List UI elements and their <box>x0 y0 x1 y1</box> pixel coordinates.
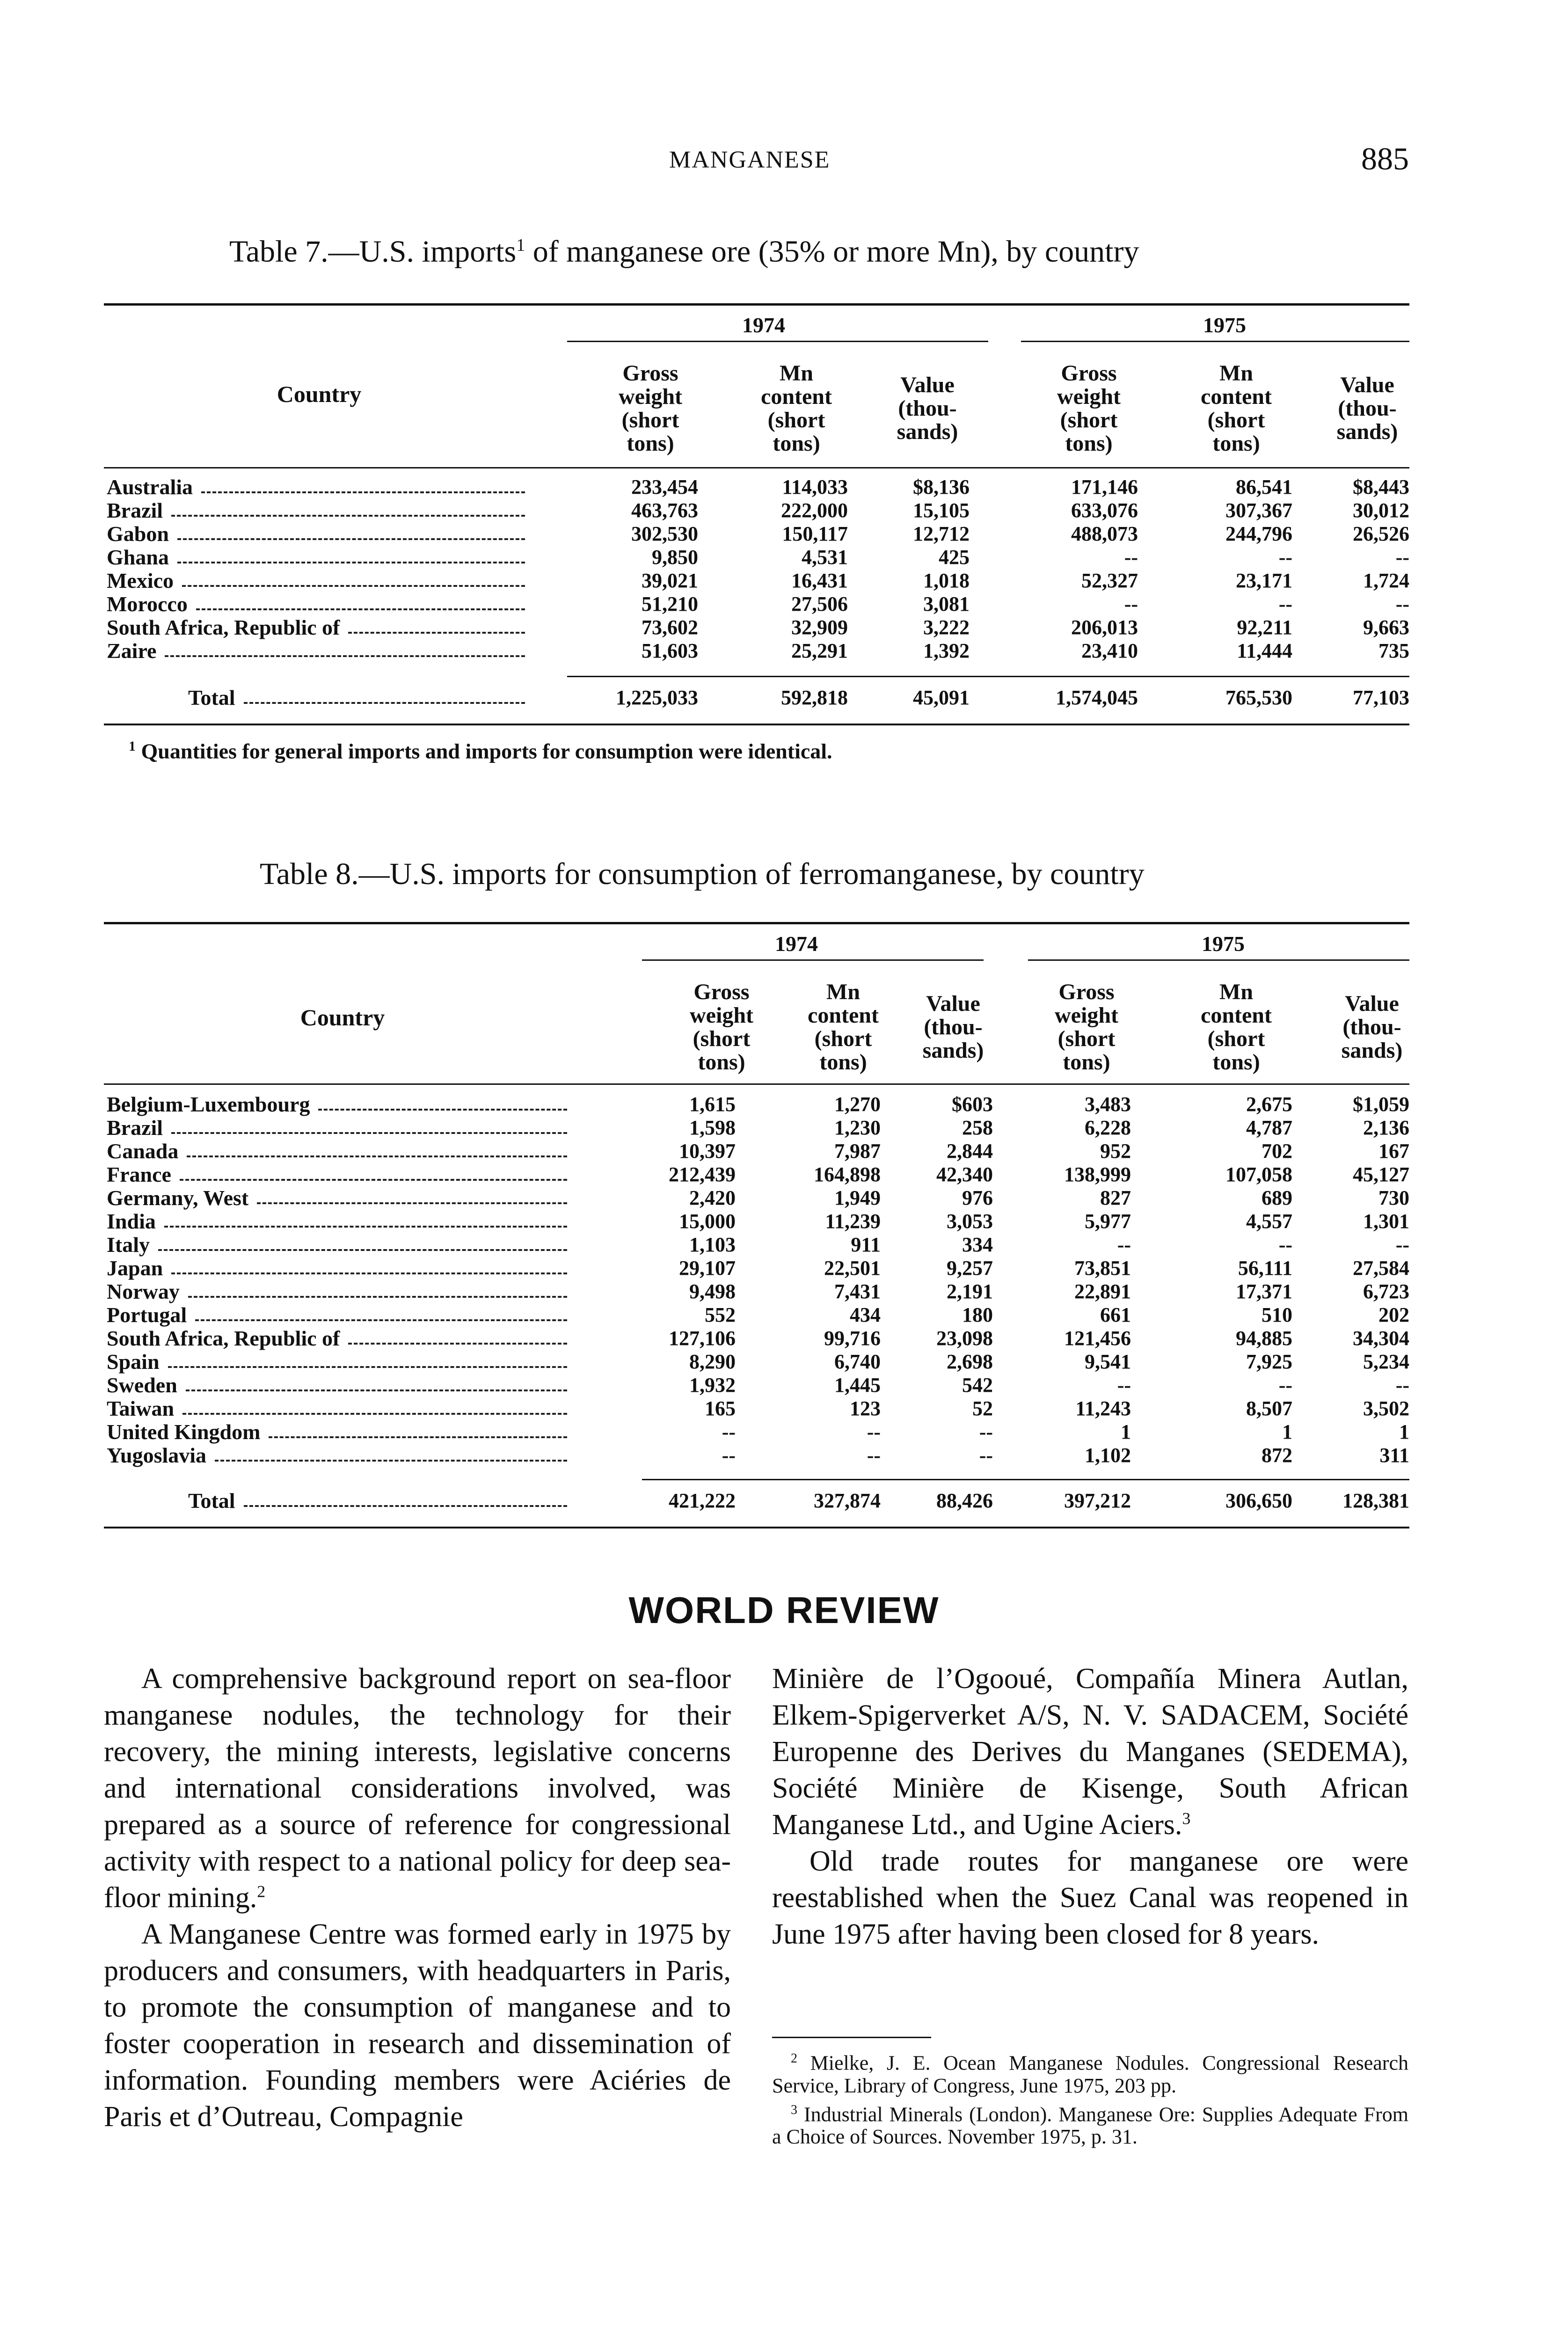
year-rule <box>1021 341 1409 342</box>
value-cell: 25,291 <box>791 639 848 662</box>
value-cell: $603 <box>952 1093 993 1116</box>
dot-leader <box>171 1132 567 1134</box>
table-row <box>104 475 1409 499</box>
table7-footnote-text: Quantities for general imports and imports for consumption were identical. <box>136 739 832 763</box>
country-cell: Canada <box>107 1139 179 1163</box>
dot-leader <box>348 1343 567 1345</box>
top-rule <box>104 922 1409 924</box>
country-cell: Taiwan <box>107 1397 175 1420</box>
value-cell: 9,541 <box>1085 1350 1131 1373</box>
table-row <box>104 1444 1409 1467</box>
value-cell: 9,257 <box>947 1257 993 1280</box>
value-cell: 212,439 <box>669 1163 736 1186</box>
value-cell: 3,081 <box>923 592 970 615</box>
left-paragraph-1-text: A comprehensive background report on sea-floor manganese nodules, the technology for their recovery, the mining interests, legislative concerns and international considerations involved, was prepared as a source of reference for congressional activity with respect to a national policy for deep sea-floor mining. <box>104 1663 731 1914</box>
value-cell: 233,454 <box>631 475 698 498</box>
value-cell: 127,106 <box>669 1327 736 1350</box>
dot-leader <box>257 1202 567 1204</box>
column-header: Value (thou- sands) <box>922 991 984 1063</box>
value-cell: 17,371 <box>1236 1280 1292 1303</box>
value-cell: 1,301 <box>1363 1210 1409 1233</box>
value-cell: 552 <box>705 1303 736 1326</box>
footnote-ref-3: 3 <box>1182 1809 1191 1828</box>
value-cell: 911 <box>851 1233 881 1256</box>
footnote-ref-2: 2 <box>257 1882 266 1901</box>
value-cell: 1 <box>1121 1420 1131 1443</box>
value-cell: 1,225,033 <box>616 686 698 709</box>
value-cell: 1 <box>1282 1420 1292 1443</box>
value-cell: 1,574,045 <box>1056 686 1138 709</box>
left-paragraph-1 <box>104 1660 731 1916</box>
dot-leader <box>186 1389 567 1391</box>
country-cell: India <box>107 1209 156 1233</box>
section-heading: WORLD REVIEW <box>628 1589 940 1631</box>
dot-leader <box>215 1460 567 1462</box>
dot-leader <box>164 1226 567 1228</box>
value-cell: 397,212 <box>1064 1489 1131 1512</box>
value-cell: 73,602 <box>642 616 698 639</box>
value-cell: -- <box>1395 1374 1409 1397</box>
country-cell: Ghana <box>107 545 169 569</box>
dot-leader <box>244 1505 567 1507</box>
value-cell: 3,502 <box>1363 1397 1409 1420</box>
value-cell: 27,506 <box>791 592 848 615</box>
dot-leader <box>158 1249 567 1251</box>
dot-leader <box>171 1272 567 1274</box>
value-cell: 7,925 <box>1246 1350 1292 1373</box>
value-cell: -- <box>1117 1233 1131 1256</box>
country-cell: Morocco <box>107 592 188 616</box>
country-cell: Gabon <box>107 522 169 546</box>
value-cell: 1,270 <box>834 1093 881 1116</box>
country-cell: France <box>107 1163 171 1186</box>
value-cell: 11,243 <box>1075 1397 1131 1420</box>
value-cell: 1,598 <box>689 1116 736 1139</box>
value-cell: 1,932 <box>689 1374 736 1397</box>
value-cell: 1,949 <box>834 1186 881 1209</box>
year-label: 1975 <box>1203 313 1246 337</box>
value-cell: 302,530 <box>631 522 698 545</box>
value-cell: 827 <box>1100 1186 1131 1209</box>
dot-leader <box>201 491 525 493</box>
bottom-rule <box>104 724 1409 725</box>
country-cell: Norway <box>107 1280 180 1303</box>
value-cell: $8,443 <box>1353 475 1409 498</box>
table-row <box>104 569 1409 592</box>
value-cell: 661 <box>1100 1303 1131 1326</box>
dot-leader <box>187 1155 567 1157</box>
dot-leader <box>348 632 525 634</box>
country-cell: Yugoslavia <box>107 1443 207 1467</box>
table7-title-footnote-ref: 1 <box>516 235 525 255</box>
value-cell: $8,136 <box>913 475 970 498</box>
column-header: Gross weight (short tons) <box>1057 361 1121 456</box>
table7-footnote-marker: 1 <box>129 739 136 754</box>
value-cell: 463,763 <box>631 499 698 522</box>
value-cell: 2,844 <box>947 1140 993 1163</box>
value-cell: 114,033 <box>782 475 848 498</box>
value-cell: 592,818 <box>781 686 848 709</box>
value-cell: 15,105 <box>913 499 970 522</box>
value-cell: 23,410 <box>1081 639 1138 662</box>
column-header: Gross weight (short tons) <box>690 980 753 1075</box>
value-cell: 306,650 <box>1225 1489 1292 1512</box>
value-cell: -- <box>979 1444 993 1467</box>
table8 <box>104 922 1409 1540</box>
year-label: 1974 <box>742 313 785 337</box>
column-header: Value (thou- sands) <box>897 373 958 444</box>
value-cell: 872 <box>1262 1444 1292 1467</box>
value-cell: 11,239 <box>825 1210 881 1233</box>
value-cell: 167 <box>1378 1140 1409 1163</box>
footnotes <box>772 2048 1408 2150</box>
value-cell: 9,663 <box>1363 616 1409 639</box>
table-row <box>104 522 1409 546</box>
value-cell: 434 <box>850 1303 881 1326</box>
value-cell: 22,501 <box>824 1257 881 1280</box>
table-row <box>104 639 1409 663</box>
dot-leader <box>196 608 525 610</box>
table-row <box>104 1420 1409 1444</box>
right-column <box>772 1660 1408 1952</box>
value-cell: -- <box>1395 592 1409 615</box>
country-cell: Italy <box>107 1233 150 1257</box>
column-header: Mn content (short tons) <box>761 361 832 456</box>
value-cell: -- <box>867 1420 881 1443</box>
value-cell: 1,445 <box>834 1374 881 1397</box>
value-cell: -- <box>1278 546 1292 569</box>
column-header: Gross weight (short tons) <box>619 361 682 456</box>
value-cell: 23,098 <box>936 1327 993 1350</box>
table-row <box>104 1186 1409 1210</box>
value-cell: 4,787 <box>1246 1116 1292 1139</box>
value-cell: 99,716 <box>824 1327 881 1350</box>
dot-leader <box>195 1319 567 1321</box>
value-cell: 6,723 <box>1363 1280 1409 1303</box>
value-cell: 73,851 <box>1074 1257 1131 1280</box>
table-row <box>104 616 1409 639</box>
table-row <box>104 546 1409 569</box>
table-row <box>104 1257 1409 1280</box>
table-row <box>104 592 1409 616</box>
value-cell: 311 <box>1379 1444 1409 1467</box>
table-row <box>104 1140 1409 1163</box>
value-cell: 2,698 <box>947 1350 993 1373</box>
table-row <box>104 1116 1409 1140</box>
value-cell: 23,171 <box>1236 569 1292 592</box>
year-rule <box>1028 959 1409 961</box>
value-cell: -- <box>1395 546 1409 569</box>
value-cell: 22,891 <box>1074 1280 1131 1303</box>
country-cell: South Africa, Republic of <box>107 1326 340 1350</box>
value-cell: -- <box>1278 592 1292 615</box>
value-cell: 488,073 <box>1071 522 1138 545</box>
page-number: 885 <box>1361 141 1409 176</box>
table-row <box>104 1093 1409 1116</box>
value-cell: 8,290 <box>689 1350 736 1373</box>
value-cell: 26,526 <box>1353 522 1409 545</box>
value-cell: 164,898 <box>814 1163 881 1186</box>
value-cell: 6,228 <box>1085 1116 1131 1139</box>
running-head: MANGANESE <box>669 146 831 173</box>
column-header: Value (thou- sands) <box>1336 373 1398 444</box>
value-cell: -- <box>979 1420 993 1443</box>
value-cell: -- <box>722 1420 736 1443</box>
value-cell: 1,615 <box>689 1093 736 1116</box>
value-cell: 3,053 <box>947 1210 993 1233</box>
value-cell: 307,367 <box>1225 499 1292 522</box>
value-cell: 34,304 <box>1353 1327 1409 1350</box>
table7 <box>104 303 1409 739</box>
country-cell: South Africa, Republic of <box>107 615 340 639</box>
value-cell: 1,018 <box>923 569 970 592</box>
table-row <box>104 1210 1409 1233</box>
header-rule <box>104 467 1409 468</box>
value-cell: -- <box>1395 1233 1409 1256</box>
value-cell: 702 <box>1262 1140 1292 1163</box>
value-cell: 735 <box>1378 639 1409 662</box>
value-cell: 42,340 <box>936 1163 993 1186</box>
dot-leader <box>177 538 525 540</box>
value-cell: 2,420 <box>689 1186 736 1209</box>
top-rule <box>104 303 1409 306</box>
country-cell: Spain <box>107 1350 160 1374</box>
value-cell: 45,127 <box>1353 1163 1409 1186</box>
value-cell: 510 <box>1262 1303 1292 1326</box>
table-row <box>104 1374 1409 1397</box>
value-cell: 3,222 <box>923 616 970 639</box>
left-paragraph-2: A Manganese Centre was formed early in 1975 by producers and consumers, with headquarters in Paris, to promote the consumption of manganese and to foster cooperation in research and dissemination of information. Founding members were Aciéries de Paris et d’Outreau, Compagnie <box>104 1918 731 2133</box>
value-cell: 244,796 <box>1225 522 1292 545</box>
dot-leader <box>188 1296 567 1298</box>
right-paragraph-2: Old trade routes for manganese ore were reestablished when the Suez Canal was reopened in June 1975 after having been closed for 8 years. <box>772 1845 1408 1950</box>
column-header: Gross weight (short tons) <box>1055 980 1118 1075</box>
value-cell: 5,234 <box>1363 1350 1409 1373</box>
value-cell: 128,381 <box>1342 1489 1409 1512</box>
value-cell: 150,117 <box>782 522 848 545</box>
column-header: Mn content (short tons) <box>1201 361 1272 456</box>
value-cell: 52 <box>972 1397 993 1420</box>
table8-title: Table 8.—U.S. imports for consumption of ferromanganese, by country <box>260 857 1145 891</box>
value-cell: 633,076 <box>1071 499 1138 522</box>
value-cell: 3,483 <box>1085 1093 1131 1116</box>
value-cell: 1,102 <box>1085 1444 1131 1467</box>
value-cell: 7,987 <box>834 1140 881 1163</box>
dot-leader <box>182 1413 567 1415</box>
value-cell: 2,191 <box>947 1280 993 1303</box>
total-row <box>104 686 1409 709</box>
table7-footnote <box>129 739 832 763</box>
value-cell: 10,397 <box>679 1140 736 1163</box>
value-cell: 45,091 <box>913 686 970 709</box>
header-rule <box>104 1083 1409 1085</box>
right-paragraph-1-text: Minière de l’Ogooué, Compañía Minera Autlan, Elkem-Spigerverket A/S, N. V. SADACEM, Société Europenne des Derives du Manganes (SEDEMA), Société Minière de Kisenge, South African Manganese Ltd., and Ugine Aciers. <box>772 1663 1408 1841</box>
column-header: Mn content (short tons) <box>808 980 879 1075</box>
country-cell: Total <box>188 1489 235 1513</box>
total-row <box>104 1489 1409 1513</box>
year-label: 1974 <box>775 932 818 956</box>
table-row <box>104 499 1409 522</box>
table-row <box>104 1163 1409 1186</box>
year-rule <box>567 341 988 342</box>
value-cell: 1,103 <box>689 1233 736 1256</box>
value-cell: 12,712 <box>913 522 970 545</box>
bottom-rule <box>104 1527 1409 1528</box>
footnote-2 <box>772 2048 1408 2097</box>
value-cell: 4,557 <box>1246 1210 1292 1233</box>
footnote-divider <box>772 2037 931 2038</box>
value-cell: -- <box>722 1444 736 1467</box>
value-cell: 206,013 <box>1071 616 1138 639</box>
year-rule <box>642 959 984 961</box>
value-cell: 765,530 <box>1225 686 1292 709</box>
value-cell: 8,507 <box>1246 1397 1292 1420</box>
value-cell: $1,059 <box>1353 1093 1409 1116</box>
value-cell: 56,111 <box>1238 1257 1292 1280</box>
value-cell: 4,531 <box>802 546 848 569</box>
dot-leader <box>168 1366 567 1368</box>
value-cell: -- <box>1278 1233 1292 1256</box>
value-cell: -- <box>1124 546 1138 569</box>
value-cell: 258 <box>962 1116 993 1139</box>
table-row <box>104 1280 1409 1303</box>
country-cell: Mexico <box>107 569 174 592</box>
value-cell: 202 <box>1378 1303 1409 1326</box>
value-cell: 51,603 <box>642 639 698 662</box>
dot-leader <box>180 1179 567 1181</box>
country-cell: Brazil <box>107 498 163 522</box>
country-cell: Brazil <box>107 1116 163 1140</box>
table7-title-rest: of manganese ore (35% or more Mn), by country <box>525 234 1139 269</box>
value-cell: 32,909 <box>791 616 848 639</box>
table7-title <box>229 234 1139 270</box>
dot-leader <box>165 655 525 657</box>
value-cell: 1 <box>1399 1420 1409 1443</box>
value-cell: 1,724 <box>1363 569 1409 592</box>
value-cell: 542 <box>962 1374 993 1397</box>
table-row <box>104 1397 1409 1420</box>
country-header: Country <box>277 381 362 407</box>
value-cell: 6,740 <box>834 1350 881 1373</box>
value-cell: 976 <box>962 1186 993 1209</box>
value-cell: 94,885 <box>1236 1327 1292 1350</box>
dot-leader <box>269 1436 567 1438</box>
column-header: Value (thou- sands) <box>1341 991 1403 1063</box>
value-cell: 27,584 <box>1353 1257 1409 1280</box>
year-label: 1975 <box>1202 932 1245 956</box>
dot-leader <box>318 1109 567 1111</box>
country-cell: United Kingdom <box>107 1420 261 1444</box>
value-cell: 425 <box>939 546 970 569</box>
table-row <box>104 1233 1409 1257</box>
value-cell: 52,327 <box>1081 569 1138 592</box>
value-cell: 16,431 <box>791 569 848 592</box>
right-paragraph-1 <box>772 1660 1408 1843</box>
country-cell: Portugal <box>107 1303 187 1327</box>
country-header: Country <box>300 1004 385 1031</box>
value-cell: -- <box>1117 1374 1131 1397</box>
value-cell: 180 <box>962 1303 993 1326</box>
table-row <box>104 1303 1409 1327</box>
value-cell: 421,222 <box>669 1489 736 1512</box>
country-cell: Zaire <box>107 639 157 663</box>
footnote-3-text: Industrial Minerals (London). Manganese Ore: Supplies Adequate From a Choice of Sources. November 1975, p. 31. <box>772 2103 1409 2149</box>
value-cell: 86,541 <box>1236 475 1292 498</box>
value-cell: 51,210 <box>642 592 698 615</box>
value-cell: 9,850 <box>652 546 698 569</box>
value-cell: 2,136 <box>1363 1116 1409 1139</box>
dot-leader <box>171 515 525 517</box>
country-cell: Australia <box>107 475 193 499</box>
table-row <box>104 1350 1409 1374</box>
value-cell: 2,675 <box>1246 1093 1292 1116</box>
country-cell: Total <box>188 686 235 709</box>
value-cell: 30,012 <box>1353 499 1409 522</box>
value-cell: 29,107 <box>679 1257 736 1280</box>
value-cell: -- <box>1278 1374 1292 1397</box>
value-cell: 1,230 <box>834 1116 881 1139</box>
value-cell: -- <box>1124 592 1138 615</box>
value-cell: 222,000 <box>781 499 848 522</box>
value-cell: 39,021 <box>642 569 698 592</box>
value-cell: 88,426 <box>936 1489 993 1512</box>
value-cell: 171,146 <box>1071 475 1138 498</box>
value-cell: 7,431 <box>834 1280 881 1303</box>
value-cell: 92,211 <box>1237 616 1292 639</box>
value-cell: 334 <box>962 1233 993 1256</box>
value-cell: 952 <box>1100 1140 1131 1163</box>
value-cell: 15,000 <box>679 1210 736 1233</box>
dot-leader <box>244 702 525 704</box>
total-rule <box>567 676 1409 677</box>
country-cell: Sweden <box>107 1373 177 1397</box>
value-cell: -- <box>867 1444 881 1467</box>
value-cell: 123 <box>850 1397 881 1420</box>
table7-title-prefix: Table 7.—U.S. imports <box>229 234 517 269</box>
country-cell: Japan <box>107 1256 163 1280</box>
country-cell: Belgium-Luxembourg <box>107 1092 310 1116</box>
value-cell: 1,392 <box>923 639 970 662</box>
value-cell: 5,977 <box>1085 1210 1131 1233</box>
value-cell: 77,103 <box>1353 686 1409 709</box>
footnote-2-marker: 2 <box>791 2051 797 2066</box>
dot-leader <box>177 562 525 563</box>
value-cell: 107,058 <box>1225 1163 1292 1186</box>
value-cell: 730 <box>1378 1186 1409 1209</box>
table-row <box>104 1327 1409 1350</box>
footnote-2-text: Mielke, J. E. Ocean Manganese Nodules. Congressional Research Service, Library of Congress, June 1975, 203 pp. <box>772 2051 1408 2097</box>
column-header: Mn content (short tons) <box>1201 980 1272 1075</box>
value-cell: 138,999 <box>1064 1163 1131 1186</box>
total-rule <box>642 1479 1409 1480</box>
value-cell: 121,456 <box>1064 1327 1131 1350</box>
value-cell: 327,874 <box>814 1489 881 1512</box>
left-column <box>104 1660 731 2135</box>
value-cell: 165 <box>705 1397 736 1420</box>
value-cell: 11,444 <box>1237 639 1292 662</box>
value-cell: 689 <box>1262 1186 1292 1209</box>
footnote-3 <box>772 2099 1408 2149</box>
value-cell: 9,498 <box>689 1280 736 1303</box>
dot-leader <box>182 585 525 587</box>
country-cell: Germany, West <box>107 1186 249 1210</box>
footnote-3-marker: 3 <box>791 2102 797 2117</box>
